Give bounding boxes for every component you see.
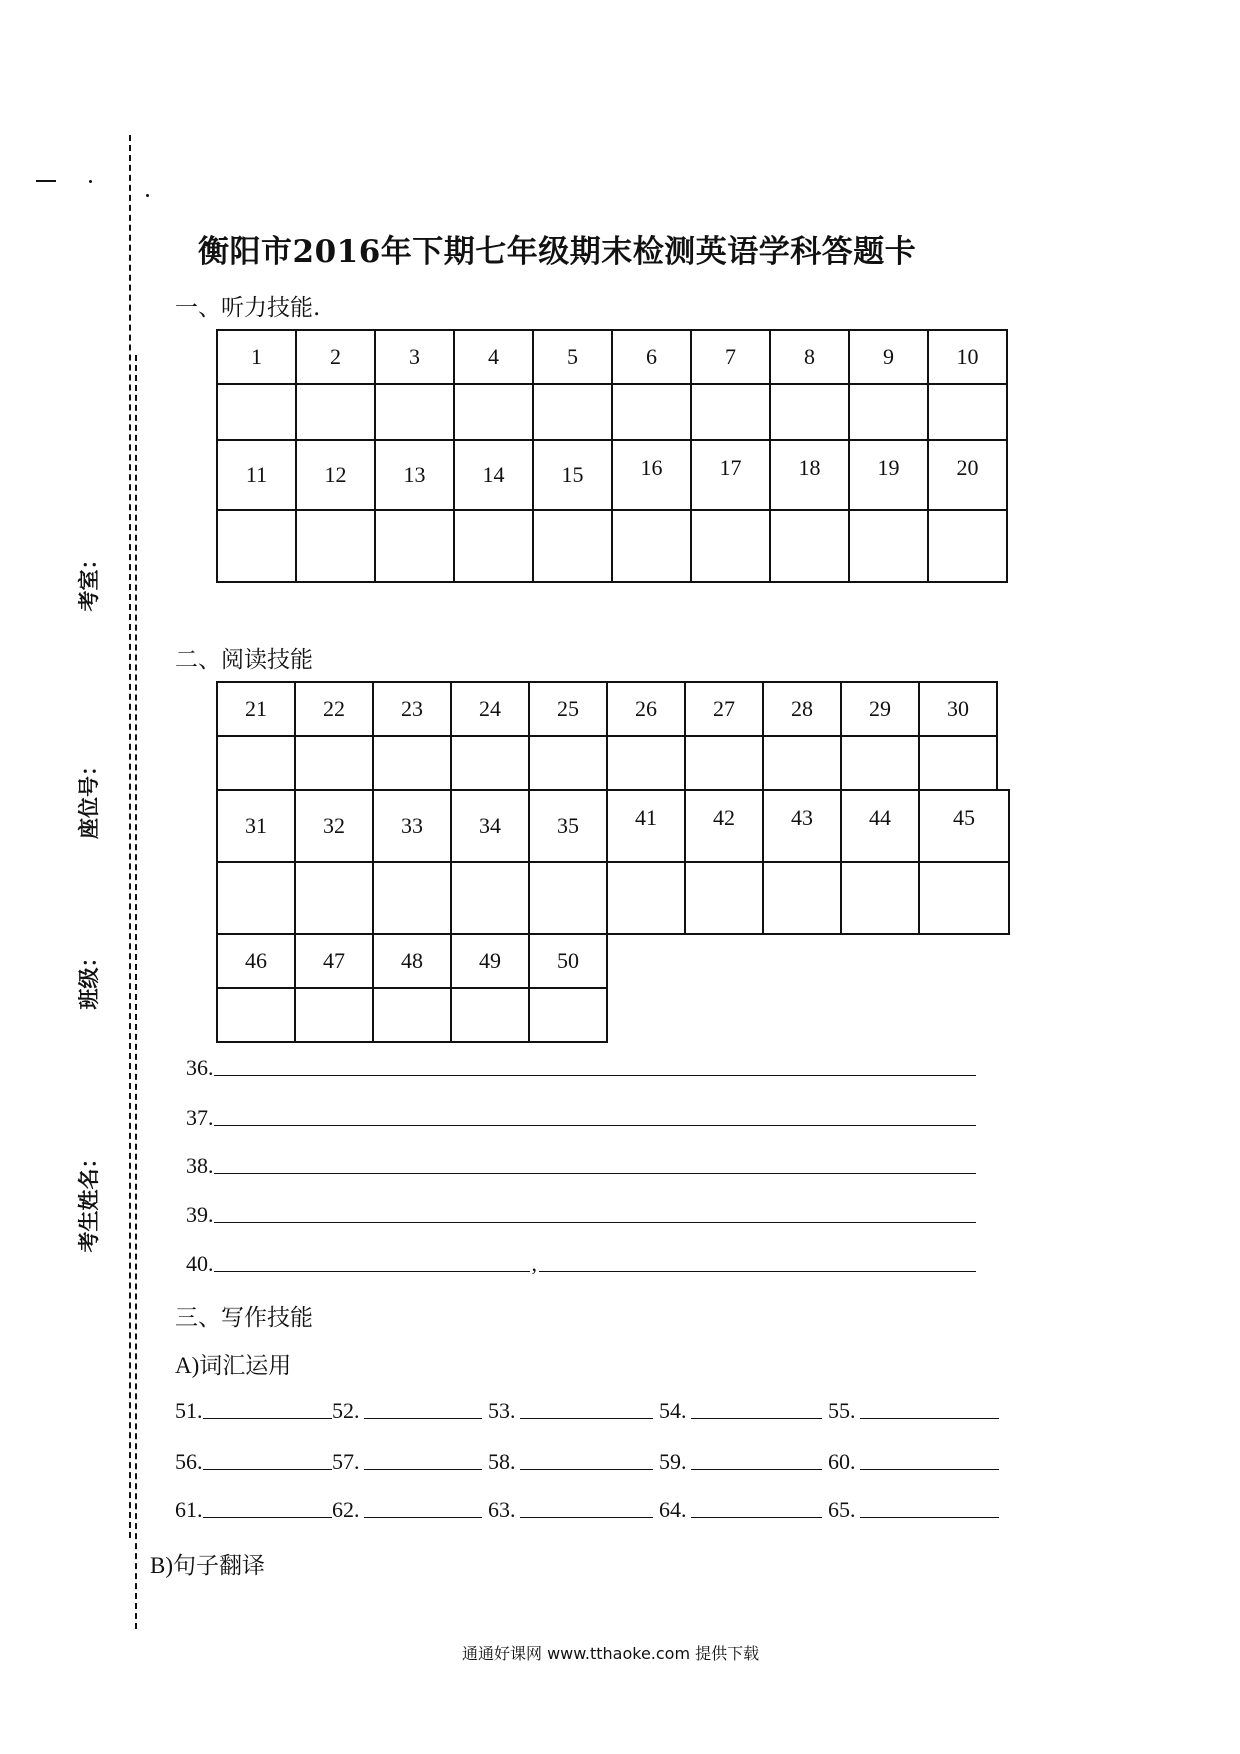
- answer-box: [929, 385, 1008, 441]
- answer-box: [920, 737, 998, 791]
- question-number-cell: 13: [376, 441, 455, 511]
- answer-box: [686, 737, 764, 791]
- answer-line-label: 37.: [186, 1105, 214, 1130]
- footer-credit: 通通好课网 www.tthaoke.com 提供下载: [462, 1644, 760, 1663]
- answer-line-label: 38.: [186, 1153, 214, 1178]
- vocab-blank-item: [659, 1496, 828, 1524]
- vocab-row: [175, 1496, 1005, 1524]
- answer-box: [534, 385, 613, 441]
- vocab-number-label: 62.: [332, 1497, 360, 1522]
- question-number-cell: 25: [530, 683, 608, 737]
- vocabulary-part-heading: A)词汇运用: [175, 1353, 292, 1378]
- answer-box: [452, 989, 530, 1043]
- answer-box: [296, 863, 374, 935]
- question-number-cell: 8: [771, 331, 850, 385]
- blank-line: [203, 1398, 333, 1419]
- answer-box: [376, 385, 455, 441]
- binding-cut-line: [135, 355, 137, 1629]
- reading-answer-grid-46-50: [216, 933, 608, 1043]
- answer-box: [376, 511, 455, 583]
- vocab-number-label: 63.: [488, 1497, 516, 1522]
- vocab-row: [175, 1397, 1005, 1425]
- question-number-cell: 14: [455, 441, 534, 511]
- answer-box: [218, 385, 297, 441]
- answer-box: [613, 385, 692, 441]
- vocab-number-label: 61.: [175, 1497, 203, 1522]
- answer-box: [218, 737, 296, 791]
- question-number-cell: 24: [452, 683, 530, 737]
- vocab-number-label: 56.: [175, 1449, 203, 1474]
- question-number-cell: 49: [452, 935, 530, 989]
- answer-box: [771, 511, 850, 583]
- blank-line: [860, 1449, 1000, 1470]
- answer-box: [452, 863, 530, 935]
- question-number-cell: 19: [850, 441, 929, 511]
- vocab-row: [175, 1448, 1005, 1476]
- vocab-number-label: 55.: [828, 1398, 856, 1423]
- question-number-cell: 28: [764, 683, 842, 737]
- answer-box: [920, 863, 1010, 935]
- vocab-blank-item: [828, 1496, 1005, 1524]
- answer-line-37: [186, 1104, 976, 1132]
- answer-box: [842, 737, 920, 791]
- vocab-number-label: 52.: [332, 1398, 360, 1423]
- binding-cut-line: [129, 135, 131, 1538]
- blank-line: [860, 1497, 1000, 1518]
- answer-box: [613, 511, 692, 583]
- section-listening-heading: 一、听力技能.: [175, 295, 321, 321]
- question-number-cell: 30: [920, 683, 998, 737]
- vocab-blank-item: [488, 1448, 659, 1476]
- question-number-cell: 6: [613, 331, 692, 385]
- translation-part-heading: B)句子翻译: [150, 1553, 265, 1578]
- vocab-blank-item: [175, 1496, 332, 1524]
- vocab-number-label: 64.: [659, 1497, 687, 1522]
- question-number-cell: 22: [296, 683, 374, 737]
- answer-box: [608, 737, 686, 791]
- answer-line-40: [186, 1250, 976, 1278]
- vocab-blank-item: [828, 1448, 1005, 1476]
- answer-line-label: 39.: [186, 1202, 214, 1227]
- answer-box: [850, 511, 929, 583]
- question-number-cell: 16: [613, 441, 692, 511]
- vocab-blank-item: [488, 1496, 659, 1524]
- question-number-cell: 48: [374, 935, 452, 989]
- question-number-cell: 17: [692, 441, 771, 511]
- blank-line: [214, 1251, 530, 1272]
- vocab-number-label: 51.: [175, 1398, 203, 1423]
- vocab-blank-item: [332, 1496, 488, 1524]
- answer-box: [530, 737, 608, 791]
- question-number-cell: 15: [534, 441, 613, 511]
- blank-line: [214, 1105, 977, 1126]
- question-number-cell: 29: [842, 683, 920, 737]
- question-number-cell: 35: [530, 791, 608, 863]
- vocab-number-label: 54.: [659, 1398, 687, 1423]
- vocab-blank-item: [175, 1397, 332, 1425]
- vocab-number-label: 53.: [488, 1398, 516, 1423]
- vocab-blank-item: [488, 1397, 659, 1425]
- question-number-cell: 1: [218, 331, 297, 385]
- question-number-cell: 18: [771, 441, 850, 511]
- vocab-blank-item: [659, 1448, 828, 1476]
- blank-line: [691, 1398, 823, 1419]
- answer-line-36: [186, 1054, 976, 1082]
- question-number-cell: 34: [452, 791, 530, 863]
- section-reading-heading: 二、阅读技能: [175, 647, 313, 673]
- question-number-cell: 43: [764, 791, 842, 863]
- blank-line: [203, 1449, 333, 1470]
- question-number-cell: 7: [692, 331, 771, 385]
- blank-line: [203, 1497, 333, 1518]
- answer-box: [764, 863, 842, 935]
- vocab-number-label: 58.: [488, 1449, 516, 1474]
- question-number-cell: 12: [297, 441, 376, 511]
- blank-line: [691, 1497, 823, 1518]
- margin-dot-mark: [89, 180, 92, 183]
- answer-box: [764, 737, 842, 791]
- question-number-cell: 21: [218, 683, 296, 737]
- answer-box: [218, 511, 297, 583]
- answer-box: [296, 737, 374, 791]
- vocab-number-label: 57.: [332, 1449, 360, 1474]
- blank-line: [691, 1449, 823, 1470]
- margin-dash-mark: [36, 180, 56, 182]
- question-number-cell: 45: [920, 791, 1010, 863]
- answer-line-39: [186, 1201, 976, 1229]
- page-title: 衡阳市2016年下期七年级期末检测英语学科答题卡: [198, 234, 917, 270]
- reading-answer-grid-31-45: [216, 789, 1010, 935]
- answer-line-label: 36.: [186, 1055, 214, 1080]
- blank-line: [520, 1449, 654, 1470]
- class-label: 班级：: [77, 946, 101, 1010]
- question-number-cell: 20: [929, 441, 1008, 511]
- question-number-cell: 31: [218, 791, 296, 863]
- question-number-cell: 33: [374, 791, 452, 863]
- question-number-cell: 11: [218, 441, 297, 511]
- reading-answer-grid-21-30: [216, 681, 998, 791]
- vocab-blank-item: [332, 1448, 488, 1476]
- listening-answer-grid: [216, 329, 1008, 583]
- answer-box: [296, 989, 374, 1043]
- question-number-cell: 5: [534, 331, 613, 385]
- question-number-cell: 3: [376, 331, 455, 385]
- answer-box: [929, 511, 1008, 583]
- blank-line: [364, 1398, 483, 1419]
- answer-box: [530, 863, 608, 935]
- answer-box: [218, 989, 296, 1043]
- answer-box: [455, 511, 534, 583]
- blank-line: [520, 1497, 654, 1518]
- answer-box: [692, 511, 771, 583]
- vocab-blank-item: [828, 1397, 1005, 1425]
- answer-box: [771, 385, 850, 441]
- section-writing-heading: 三、写作技能: [175, 1305, 313, 1331]
- answer-box: [455, 385, 534, 441]
- answer-box: [374, 989, 452, 1043]
- vocab-number-label: 65.: [828, 1497, 856, 1522]
- margin-dot-mark: [146, 194, 149, 197]
- answer-line-label: 40.: [186, 1251, 214, 1276]
- vocab-number-label: 59.: [659, 1449, 687, 1474]
- question-number-cell: 46: [218, 935, 296, 989]
- answer-box: [850, 385, 929, 441]
- question-number-cell: 44: [842, 791, 920, 863]
- answer-box: [297, 511, 376, 583]
- answer-box: [692, 385, 771, 441]
- answer-box: [452, 737, 530, 791]
- question-number-cell: 9: [850, 331, 929, 385]
- blank-line: [364, 1497, 483, 1518]
- answer-box: [686, 863, 764, 935]
- blank-line: [214, 1202, 977, 1223]
- question-number-cell: 41: [608, 791, 686, 863]
- vocab-number-label: 60.: [828, 1449, 856, 1474]
- question-number-cell: 42: [686, 791, 764, 863]
- answer-box: [842, 863, 920, 935]
- question-number-cell: 47: [296, 935, 374, 989]
- blank-line: [214, 1153, 977, 1174]
- question-number-cell: 10: [929, 331, 1008, 385]
- question-number-cell: 50: [530, 935, 608, 989]
- student-name-label: 考生姓名：: [77, 1147, 101, 1253]
- blank-line: [860, 1398, 1000, 1419]
- question-number-cell: 23: [374, 683, 452, 737]
- vocab-blank-item: [332, 1397, 488, 1425]
- seat-number-label: 座位号：: [77, 755, 101, 839]
- answer-box: [374, 863, 452, 935]
- exam-room-label: 考室：: [77, 548, 101, 612]
- blank-line: [364, 1449, 483, 1470]
- answer-box: [530, 989, 608, 1043]
- line-separator-comma: ,: [531, 1251, 537, 1276]
- blank-line: [214, 1055, 977, 1076]
- question-number-cell: 4: [455, 331, 534, 385]
- answer-box: [608, 863, 686, 935]
- question-number-cell: 27: [686, 683, 764, 737]
- question-number-cell: 26: [608, 683, 686, 737]
- answer-box: [534, 511, 613, 583]
- blank-line: [520, 1398, 654, 1419]
- vocab-blank-item: [659, 1397, 828, 1425]
- answer-box: [218, 863, 296, 935]
- vocab-blank-item: [175, 1448, 332, 1476]
- answer-box: [297, 385, 376, 441]
- answer-box: [374, 737, 452, 791]
- blank-line: [539, 1251, 976, 1272]
- answer-line-38: [186, 1152, 976, 1180]
- question-number-cell: 2: [297, 331, 376, 385]
- question-number-cell: 32: [296, 791, 374, 863]
